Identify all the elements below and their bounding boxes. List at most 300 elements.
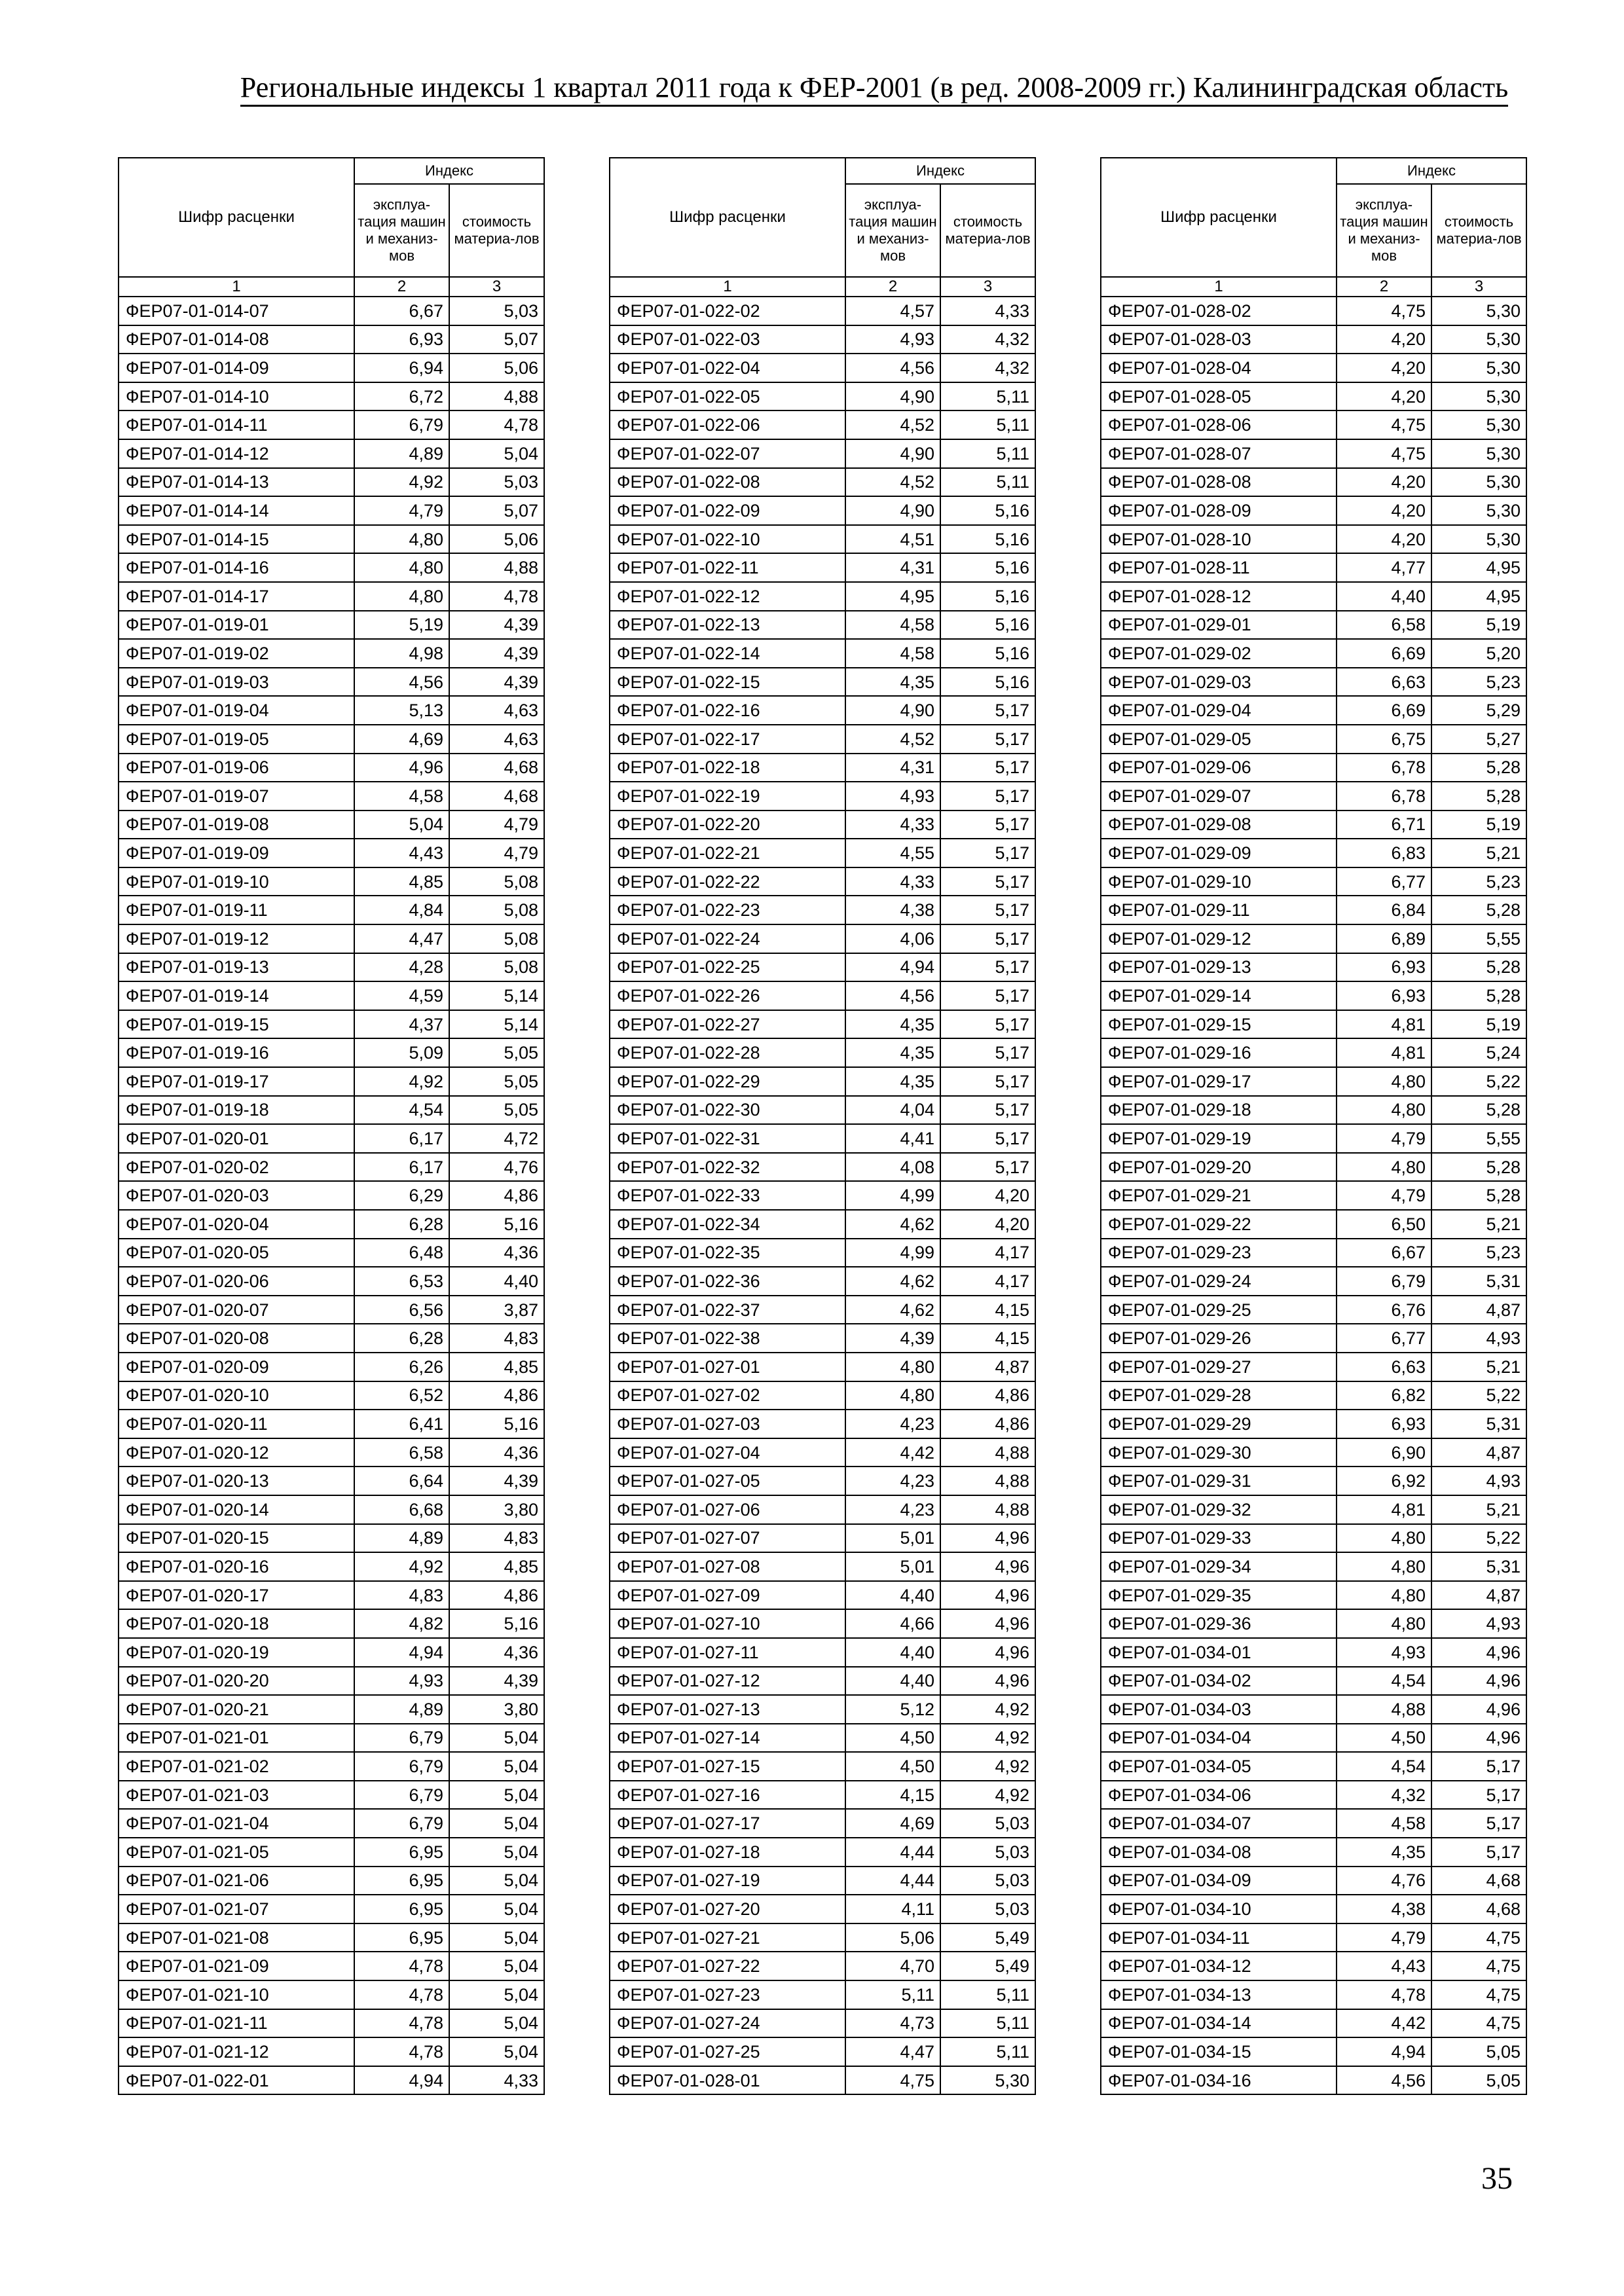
materials-index-cell: 5,03 <box>449 297 544 325</box>
materials-index-cell: 4,88 <box>940 1495 1035 1524</box>
materials-index-cell: 5,11 <box>940 2037 1035 2066</box>
machines-index-cell: 4,80 <box>1337 1153 1431 1182</box>
machines-index-cell: 5,01 <box>845 1524 940 1553</box>
table-row <box>119 1581 544 1610</box>
materials-index-cell: 4,87 <box>1431 1581 1526 1610</box>
table-row <box>1101 1838 1526 1867</box>
machines-index-cell: 4,39 <box>845 1324 940 1353</box>
table-row <box>1101 696 1526 725</box>
header-col-number: 3 <box>449 277 544 297</box>
materials-index-cell: 5,03 <box>940 1895 1035 1923</box>
machines-index-cell: 6,79 <box>354 1724 449 1753</box>
materials-index-cell: 5,14 <box>449 1010 544 1039</box>
rate-code-cell: ФЕР07-01-022-04 <box>610 354 845 382</box>
rate-code-cell: ФЕР07-01-021-06 <box>119 1867 354 1895</box>
table-row <box>610 1410 1035 1438</box>
table-row <box>1101 1153 1526 1182</box>
table-row <box>610 725 1035 754</box>
table-row <box>119 410 544 439</box>
machines-index-cell: 6,17 <box>354 1153 449 1182</box>
table-row <box>610 1239 1035 1267</box>
table-row <box>119 1239 544 1267</box>
table-row <box>1101 1353 1526 1381</box>
table-row <box>1101 1038 1526 1067</box>
table-row <box>610 1267 1035 1296</box>
machines-index-cell: 6,72 <box>354 382 449 411</box>
header-machines: эксплуа-тация машин и механиз-мов <box>845 184 940 277</box>
machines-index-cell: 6,95 <box>354 1867 449 1895</box>
rate-code-cell: ФЕР07-01-014-07 <box>119 297 354 325</box>
machines-index-cell: 4,79 <box>354 496 449 525</box>
machines-index-cell: 4,32 <box>1337 1781 1431 1810</box>
materials-index-cell: 4,63 <box>449 725 544 754</box>
materials-index-cell: 4,79 <box>449 811 544 839</box>
machines-index-cell: 4,54 <box>354 1096 449 1125</box>
machines-index-cell: 6,79 <box>354 410 449 439</box>
table-row <box>119 468 544 497</box>
table-row <box>119 1096 544 1125</box>
rate-code-cell: ФЕР07-01-028-02 <box>1101 297 1337 325</box>
machines-index-cell: 6,93 <box>1337 981 1431 1010</box>
materials-index-cell: 4,33 <box>940 297 1035 325</box>
table-row <box>119 1923 544 1952</box>
table-row <box>1101 410 1526 439</box>
machines-index-cell: 6,79 <box>1337 1267 1431 1296</box>
machines-index-cell: 4,20 <box>1337 496 1431 525</box>
rate-code-cell: ФЕР07-01-019-14 <box>119 981 354 1010</box>
machines-index-cell: 6,28 <box>354 1210 449 1239</box>
table-row <box>1101 1524 1526 1553</box>
machines-index-cell: 6,29 <box>354 1181 449 1210</box>
rate-code-cell: ФЕР07-01-019-09 <box>119 839 354 867</box>
materials-index-cell: 5,28 <box>1431 1153 1526 1182</box>
materials-index-cell: 5,05 <box>449 1067 544 1096</box>
rate-code-cell: ФЕР07-01-027-19 <box>610 1867 845 1895</box>
materials-index-cell: 4,92 <box>940 1752 1035 1781</box>
machines-index-cell: 4,83 <box>354 1581 449 1610</box>
table-row <box>119 953 544 982</box>
materials-index-cell: 5,28 <box>1431 953 1526 982</box>
rate-code-cell: ФЕР07-01-028-03 <box>1101 325 1337 354</box>
rate-code-cell: ФЕР07-01-029-08 <box>1101 811 1337 839</box>
rate-code-cell: ФЕР07-01-022-25 <box>610 953 845 982</box>
materials-index-cell: 4,78 <box>449 582 544 611</box>
header-index: Индекс <box>1337 158 1526 184</box>
table-row <box>610 867 1035 896</box>
machines-index-cell: 4,38 <box>845 896 940 924</box>
machines-index-cell: 4,58 <box>845 611 940 640</box>
table-row <box>1101 1809 1526 1838</box>
machines-index-cell: 4,28 <box>354 953 449 982</box>
materials-index-cell: 4,75 <box>1431 1923 1526 1952</box>
table-row <box>610 1010 1035 1039</box>
table-row <box>1101 924 1526 953</box>
table-row <box>1101 1067 1526 1096</box>
rate-code-cell: ФЕР07-01-022-05 <box>610 382 845 411</box>
rate-code-cell: ФЕР07-01-020-08 <box>119 1324 354 1353</box>
machines-index-cell: 4,23 <box>845 1467 940 1495</box>
table-row <box>610 1381 1035 1410</box>
materials-index-cell: 4,88 <box>940 1438 1035 1467</box>
materials-index-cell: 4,92 <box>940 1695 1035 1724</box>
rate-code-cell: ФЕР07-01-020-12 <box>119 1438 354 1467</box>
table-row <box>119 1552 544 1581</box>
rate-code-cell: ФЕР07-01-020-06 <box>119 1267 354 1296</box>
materials-index-cell: 4,85 <box>449 1353 544 1381</box>
materials-index-cell: 5,04 <box>449 1752 544 1781</box>
materials-index-cell: 4,36 <box>449 1638 544 1667</box>
rate-code-cell: ФЕР07-01-034-01 <box>1101 1638 1337 1667</box>
rate-code-cell: ФЕР07-01-029-26 <box>1101 1324 1337 1353</box>
table-row <box>119 1124 544 1153</box>
table-row <box>610 1638 1035 1667</box>
rate-code-cell: ФЕР07-01-022-34 <box>610 1210 845 1239</box>
rate-code-cell: ФЕР07-01-020-13 <box>119 1467 354 1495</box>
materials-index-cell: 4,88 <box>940 1467 1035 1495</box>
table-row <box>610 1324 1035 1353</box>
table-row <box>610 1980 1035 2009</box>
materials-index-cell: 4,17 <box>940 1239 1035 1267</box>
materials-index-cell: 5,16 <box>940 639 1035 668</box>
rate-code-cell: ФЕР07-01-028-08 <box>1101 468 1337 497</box>
materials-index-cell: 5,11 <box>940 439 1035 468</box>
rate-code-cell: ФЕР07-01-029-28 <box>1101 1381 1337 1410</box>
materials-index-cell: 5,17 <box>940 1096 1035 1125</box>
machines-index-cell: 6,93 <box>1337 1410 1431 1438</box>
machines-index-cell: 4,90 <box>845 439 940 468</box>
machines-index-cell: 4,98 <box>354 639 449 668</box>
machines-index-cell: 4,44 <box>845 1867 940 1895</box>
machines-index-cell: 5,06 <box>845 1923 940 1952</box>
materials-index-cell: 5,31 <box>1431 1552 1526 1581</box>
rate-code-cell: ФЕР07-01-014-16 <box>119 553 354 582</box>
table-row <box>1101 1781 1526 1810</box>
machines-index-cell: 4,62 <box>845 1210 940 1239</box>
table-row <box>610 639 1035 668</box>
rate-code-cell: ФЕР07-01-034-11 <box>1101 1923 1337 1952</box>
table-row <box>119 811 544 839</box>
materials-index-cell: 4,87 <box>1431 1438 1526 1467</box>
materials-index-cell: 5,08 <box>449 867 544 896</box>
materials-index-cell: 4,95 <box>1431 553 1526 582</box>
rate-code-cell: ФЕР07-01-014-12 <box>119 439 354 468</box>
rate-code-cell: ФЕР07-01-019-06 <box>119 754 354 782</box>
materials-index-cell: 5,04 <box>449 1781 544 1810</box>
header-col-number: 3 <box>1431 277 1526 297</box>
materials-index-cell: 5,03 <box>449 468 544 497</box>
rate-code-cell: ФЕР07-01-027-22 <box>610 1952 845 1980</box>
machines-index-cell: 6,89 <box>1337 924 1431 953</box>
machines-index-cell: 4,69 <box>845 1809 940 1838</box>
rate-code-cell: ФЕР07-01-019-17 <box>119 1067 354 1096</box>
header-materials: стоимость материа-лов <box>449 184 544 277</box>
machines-index-cell: 4,35 <box>845 1067 940 1096</box>
table-row <box>610 811 1035 839</box>
machines-index-cell: 4,99 <box>845 1239 940 1267</box>
materials-index-cell: 5,17 <box>1431 1781 1526 1810</box>
rate-code-cell: ФЕР07-01-034-15 <box>1101 2037 1337 2066</box>
table-row <box>119 1267 544 1296</box>
machines-index-cell: 4,79 <box>1337 1923 1431 1952</box>
machines-index-cell: 4,40 <box>1337 582 1431 611</box>
machines-index-cell: 4,52 <box>845 410 940 439</box>
materials-index-cell: 5,17 <box>940 1038 1035 1067</box>
rate-code-cell: ФЕР07-01-022-27 <box>610 1010 845 1039</box>
machines-index-cell: 4,33 <box>845 811 940 839</box>
table-row <box>119 924 544 953</box>
machines-index-cell: 4,31 <box>845 553 940 582</box>
rate-code-cell: ФЕР07-01-020-05 <box>119 1239 354 1267</box>
materials-index-cell: 5,04 <box>449 1724 544 1753</box>
header-col-number: 2 <box>354 277 449 297</box>
machines-index-cell: 4,56 <box>845 981 940 1010</box>
rate-code-cell: ФЕР07-01-027-17 <box>610 1809 845 1838</box>
rate-code-cell: ФЕР07-01-020-02 <box>119 1153 354 1182</box>
rate-code-cell: ФЕР07-01-022-38 <box>610 1324 845 1353</box>
table-row <box>610 754 1035 782</box>
rate-code-cell: ФЕР07-01-022-09 <box>610 496 845 525</box>
table-row <box>119 1895 544 1923</box>
materials-index-cell: 5,30 <box>1431 325 1526 354</box>
machines-index-cell: 4,89 <box>354 1524 449 1553</box>
rate-code-cell: ФЕР07-01-021-07 <box>119 1895 354 1923</box>
materials-index-cell: 4,83 <box>449 1524 544 1553</box>
rate-code-cell: ФЕР07-01-027-12 <box>610 1667 845 1696</box>
table-row <box>119 1952 544 1980</box>
rate-code-cell: ФЕР07-01-014-09 <box>119 354 354 382</box>
table-row <box>610 1524 1035 1553</box>
machines-index-cell: 4,50 <box>1337 1724 1431 1753</box>
table-row <box>610 1895 1035 1923</box>
materials-index-cell: 4,68 <box>1431 1895 1526 1923</box>
table-row <box>610 1153 1035 1182</box>
materials-index-cell: 4,75 <box>1431 1980 1526 2009</box>
materials-index-cell: 5,30 <box>1431 439 1526 468</box>
materials-index-cell: 4,86 <box>449 1581 544 1610</box>
machines-index-cell: 4,70 <box>845 1952 940 1980</box>
rate-code-cell: ФЕР07-01-019-01 <box>119 611 354 640</box>
materials-index-cell: 4,39 <box>449 1467 544 1495</box>
machines-index-cell: 4,42 <box>845 1438 940 1467</box>
rate-code-cell: ФЕР07-01-034-06 <box>1101 1781 1337 1810</box>
materials-index-cell: 5,17 <box>940 924 1035 953</box>
rate-code-cell: ФЕР07-01-014-14 <box>119 496 354 525</box>
rate-code-cell: ФЕР07-01-034-02 <box>1101 1667 1337 1696</box>
rate-code-cell: ФЕР07-01-027-05 <box>610 1467 845 1495</box>
materials-index-cell: 5,28 <box>1431 896 1526 924</box>
table-row <box>610 1038 1035 1067</box>
materials-index-cell: 5,05 <box>1431 2066 1526 2095</box>
machines-index-cell: 6,79 <box>354 1809 449 1838</box>
table-row <box>610 1210 1035 1239</box>
machines-index-cell: 4,93 <box>845 325 940 354</box>
materials-index-cell: 5,05 <box>449 1096 544 1125</box>
table-row <box>119 1667 544 1696</box>
rate-code-cell: ФЕР07-01-020-20 <box>119 1667 354 1696</box>
materials-index-cell: 5,17 <box>940 867 1035 896</box>
rate-code-cell: ФЕР07-01-034-08 <box>1101 1838 1337 1867</box>
machines-index-cell: 6,50 <box>1337 1210 1431 1239</box>
table-row <box>119 1181 544 1210</box>
rate-code-cell: ФЕР07-01-028-11 <box>1101 553 1337 582</box>
rate-code-cell: ФЕР07-01-029-17 <box>1101 1067 1337 1096</box>
rate-code-cell: ФЕР07-01-022-37 <box>610 1296 845 1324</box>
rate-code-cell: ФЕР07-01-034-12 <box>1101 1952 1337 1980</box>
table-row <box>610 782 1035 811</box>
materials-index-cell: 4,85 <box>449 1552 544 1581</box>
table-row <box>1101 1010 1526 1039</box>
rate-code-cell: ФЕР07-01-027-10 <box>610 1609 845 1638</box>
machines-index-cell: 4,58 <box>1337 1809 1431 1838</box>
table-row <box>610 297 1035 325</box>
machines-index-cell: 4,59 <box>354 981 449 1010</box>
table-row <box>119 1381 544 1410</box>
rate-code-cell: ФЕР07-01-027-15 <box>610 1752 845 1781</box>
table-row <box>1101 782 1526 811</box>
header-materials: стоимость материа-лов <box>1431 184 1526 277</box>
rate-code-cell: ФЕР07-01-020-19 <box>119 1638 354 1667</box>
materials-index-cell: 4,96 <box>940 1609 1035 1638</box>
materials-index-cell: 5,17 <box>1431 1838 1526 1867</box>
machines-index-cell: 4,90 <box>845 382 940 411</box>
machines-index-cell: 6,90 <box>1337 1438 1431 1467</box>
machines-index-cell: 4,93 <box>845 782 940 811</box>
machines-index-cell: 4,20 <box>1337 354 1431 382</box>
machines-index-cell: 5,11 <box>845 1980 940 2009</box>
index-table-right <box>1100 157 1527 2095</box>
table-row <box>610 1438 1035 1467</box>
machines-index-cell: 4,40 <box>845 1581 940 1610</box>
rate-code-cell: ФЕР07-01-034-04 <box>1101 1724 1337 1753</box>
table-row <box>610 1581 1035 1610</box>
machines-index-cell: 4,73 <box>845 2009 940 2038</box>
rate-code-cell: ФЕР07-01-022-29 <box>610 1067 845 1096</box>
table-row <box>119 1724 544 1753</box>
materials-index-cell: 5,16 <box>940 668 1035 697</box>
rate-code-cell: ФЕР07-01-029-31 <box>1101 1467 1337 1495</box>
table-row <box>1101 1724 1526 1753</box>
rate-code-cell: ФЕР07-01-022-35 <box>610 1239 845 1267</box>
rate-code-cell: ФЕР07-01-022-03 <box>610 325 845 354</box>
machines-index-cell: 6,83 <box>1337 839 1431 867</box>
rate-code-cell: ФЕР07-01-022-23 <box>610 896 845 924</box>
table-row <box>610 1695 1035 1724</box>
table-row <box>119 382 544 411</box>
table-row <box>610 496 1035 525</box>
rate-code-cell: ФЕР07-01-019-08 <box>119 811 354 839</box>
materials-index-cell: 3,87 <box>449 1296 544 1324</box>
header-code: Шифр расценки <box>610 158 845 277</box>
table-row <box>119 1324 544 1353</box>
table-row <box>1101 1609 1526 1638</box>
materials-index-cell: 5,04 <box>449 1867 544 1895</box>
machines-index-cell: 4,80 <box>1337 1096 1431 1125</box>
table-row <box>610 611 1035 640</box>
materials-index-cell: 5,16 <box>449 1210 544 1239</box>
rate-code-cell: ФЕР07-01-022-24 <box>610 924 845 953</box>
table-row <box>119 1410 544 1438</box>
machines-index-cell: 4,90 <box>845 696 940 725</box>
materials-index-cell: 4,88 <box>449 553 544 582</box>
machines-index-cell: 4,40 <box>845 1667 940 1696</box>
machines-index-cell: 4,94 <box>354 1638 449 1667</box>
rate-code-cell: ФЕР07-01-029-27 <box>1101 1353 1337 1381</box>
materials-index-cell: 5,29 <box>1431 696 1526 725</box>
table-row <box>610 1952 1035 1980</box>
machines-index-cell: 4,58 <box>354 782 449 811</box>
materials-index-cell: 5,11 <box>940 382 1035 411</box>
rate-code-cell: ФЕР07-01-019-12 <box>119 924 354 953</box>
materials-index-cell: 4,15 <box>940 1296 1035 1324</box>
machines-index-cell: 4,58 <box>845 639 940 668</box>
table-row <box>1101 1752 1526 1781</box>
table-row <box>1101 1980 1526 2009</box>
materials-index-cell: 5,17 <box>940 725 1035 754</box>
machines-index-cell: 5,04 <box>354 811 449 839</box>
table-row <box>119 1524 544 1553</box>
header-machines: эксплуа-тация машин и механиз-мов <box>1337 184 1431 277</box>
machines-index-cell: 6,79 <box>354 1752 449 1781</box>
table-row <box>1101 2037 1526 2066</box>
table-row <box>1101 1952 1526 1980</box>
rate-code-cell: ФЕР07-01-034-05 <box>1101 1752 1337 1781</box>
rate-code-cell: ФЕР07-01-027-08 <box>610 1552 845 1581</box>
table-row <box>1101 496 1526 525</box>
table-row <box>1101 525 1526 554</box>
machines-index-cell: 4,37 <box>354 1010 449 1039</box>
materials-index-cell: 4,17 <box>940 1267 1035 1296</box>
rate-code-cell: ФЕР07-01-020-01 <box>119 1124 354 1153</box>
rate-code-cell: ФЕР07-01-027-21 <box>610 1923 845 1952</box>
rate-code-cell: ФЕР07-01-020-18 <box>119 1609 354 1638</box>
table-row <box>1101 1495 1526 1524</box>
materials-index-cell: 5,28 <box>1431 981 1526 1010</box>
header-code: Шифр расценки <box>1101 158 1337 277</box>
machines-index-cell: 4,23 <box>845 1410 940 1438</box>
table-row <box>1101 2009 1526 2038</box>
materials-index-cell: 5,08 <box>449 896 544 924</box>
materials-index-cell: 5,07 <box>449 496 544 525</box>
materials-index-cell: 5,14 <box>449 981 544 1010</box>
materials-index-cell: 5,23 <box>1431 867 1526 896</box>
materials-index-cell: 5,28 <box>1431 1096 1526 1125</box>
machines-index-cell: 6,68 <box>354 1495 449 1524</box>
table-row <box>610 1809 1035 1838</box>
machines-index-cell: 6,64 <box>354 1467 449 1495</box>
table-row <box>610 2066 1035 2095</box>
table-row <box>1101 1552 1526 1581</box>
rate-code-cell: ФЕР07-01-029-19 <box>1101 1124 1337 1153</box>
materials-index-cell: 5,17 <box>1431 1809 1526 1838</box>
table-row <box>610 582 1035 611</box>
materials-index-cell: 5,28 <box>1431 754 1526 782</box>
materials-index-cell: 5,04 <box>449 1838 544 1867</box>
table-row <box>1101 1267 1526 1296</box>
materials-index-cell: 4,78 <box>449 410 544 439</box>
table-row <box>119 696 544 725</box>
table-row <box>1101 354 1526 382</box>
table-row <box>1101 1695 1526 1724</box>
materials-index-cell: 5,55 <box>1431 1124 1526 1153</box>
materials-index-cell: 5,49 <box>940 1952 1035 1980</box>
rate-code-cell: ФЕР07-01-014-15 <box>119 525 354 554</box>
materials-index-cell: 5,30 <box>1431 297 1526 325</box>
table-row <box>119 639 544 668</box>
machines-index-cell: 4,66 <box>845 1609 940 1638</box>
machines-index-cell: 6,78 <box>1337 782 1431 811</box>
materials-index-cell: 4,76 <box>449 1153 544 1182</box>
machines-index-cell: 4,96 <box>354 754 449 782</box>
